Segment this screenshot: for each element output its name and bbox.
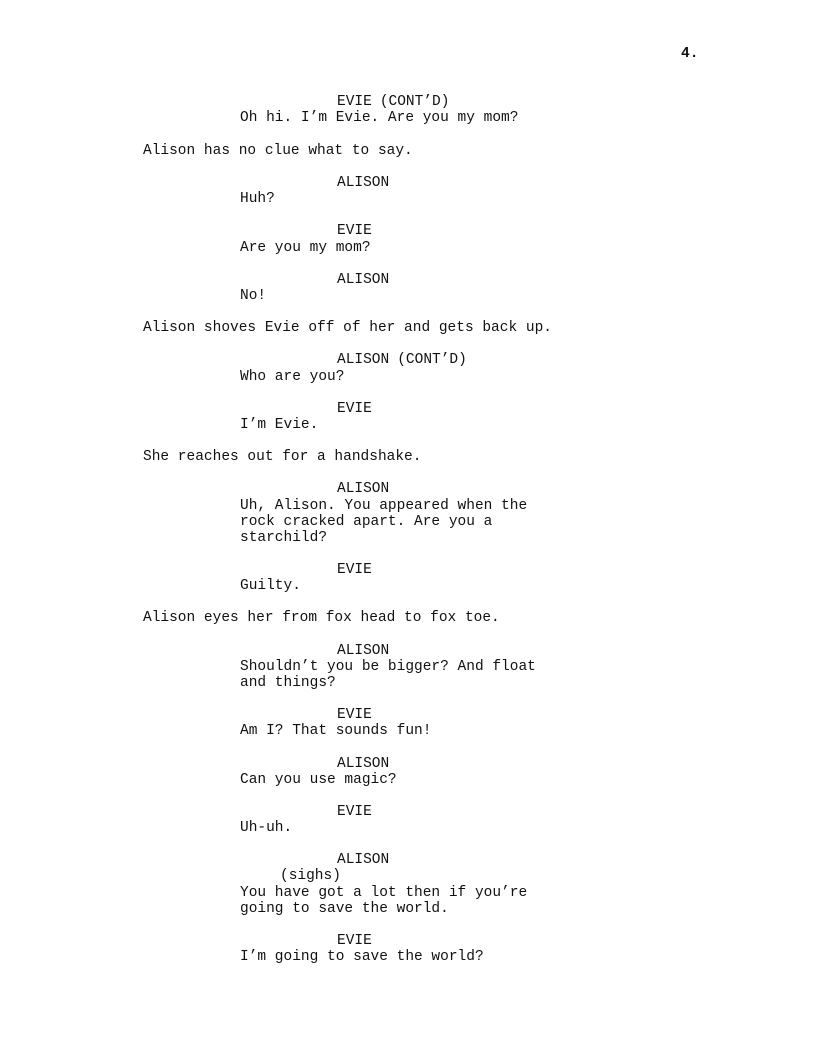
character-name: EVIE — [337, 94, 372, 110]
character-cue — [337, 481, 389, 497]
character-cue — [337, 272, 389, 288]
dialogue-line: Oh hi. I’m Evie. Are you my mom? — [240, 110, 519, 126]
character-cue — [337, 804, 372, 820]
dialogue-line: Guilty. — [240, 578, 301, 594]
dialogue-line: rock cracked apart. Are you a — [240, 514, 493, 530]
character-name: ALISON — [337, 175, 390, 191]
dialogue-line: I’m Evie. — [240, 417, 319, 433]
dialogue-line: You have got a lot then if you’re — [240, 885, 528, 901]
dialogue-line: and things? — [240, 675, 336, 691]
character-cue — [337, 401, 372, 417]
character-name: ALISON — [337, 481, 390, 497]
character-cue — [337, 562, 372, 578]
parenthetical-line: (sighs) — [280, 868, 341, 884]
character-cue — [337, 175, 389, 191]
dialogue-line: No! — [240, 288, 267, 304]
dialogue-line: starchild? — [240, 530, 328, 546]
action-line: Alison has no clue what to say. — [143, 143, 413, 159]
action-line: Alison shoves Evie off of her and gets back up. — [143, 320, 552, 336]
dialogue-line: I’m going to save the world? — [240, 949, 484, 965]
character-cue — [337, 852, 389, 868]
character-name: EVIE — [337, 562, 372, 578]
dialogue-line: Uh-uh. — [240, 820, 293, 836]
page-number: 4. — [681, 46, 699, 62]
character-cue — [337, 352, 467, 368]
character-name: ALISON — [337, 852, 390, 868]
dialogue-line: going to save the world. — [240, 901, 449, 917]
dialogue-line: Am I? That sounds fun! — [240, 723, 432, 739]
character-name: ALISON — [337, 352, 390, 368]
character-cue — [337, 707, 372, 723]
character-name: EVIE — [337, 707, 372, 723]
character-name: ALISON — [337, 272, 390, 288]
character-name: EVIE — [337, 223, 372, 239]
character-name: ALISON — [337, 756, 390, 772]
action-line: She reaches out for a handshake. — [143, 449, 422, 465]
dialogue-line: Can you use magic? — [240, 772, 397, 788]
dialogue-line: Are you my mom? — [240, 240, 371, 256]
character-cue — [337, 643, 389, 659]
dialogue-line: Uh, Alison. You appeared when the — [240, 498, 528, 514]
character-cue — [337, 933, 372, 949]
character-name: ALISON — [337, 643, 390, 659]
character-name: EVIE — [337, 401, 372, 417]
dialogue-line: Who are you? — [240, 369, 345, 385]
character-extension: (CONT’D) — [379, 94, 450, 110]
character-extension: (CONT’D) — [397, 352, 467, 368]
dialogue-line: Shouldn’t you be bigger? And float — [240, 659, 536, 675]
character-cue — [337, 756, 389, 772]
action-line: Alison eyes her from fox head to fox toe. — [143, 610, 500, 626]
dialogue-line: Huh? — [240, 191, 275, 207]
character-cue — [337, 223, 372, 239]
character-name: EVIE — [337, 933, 372, 949]
character-name: EVIE — [337, 804, 372, 820]
character-cue — [337, 94, 449, 110]
